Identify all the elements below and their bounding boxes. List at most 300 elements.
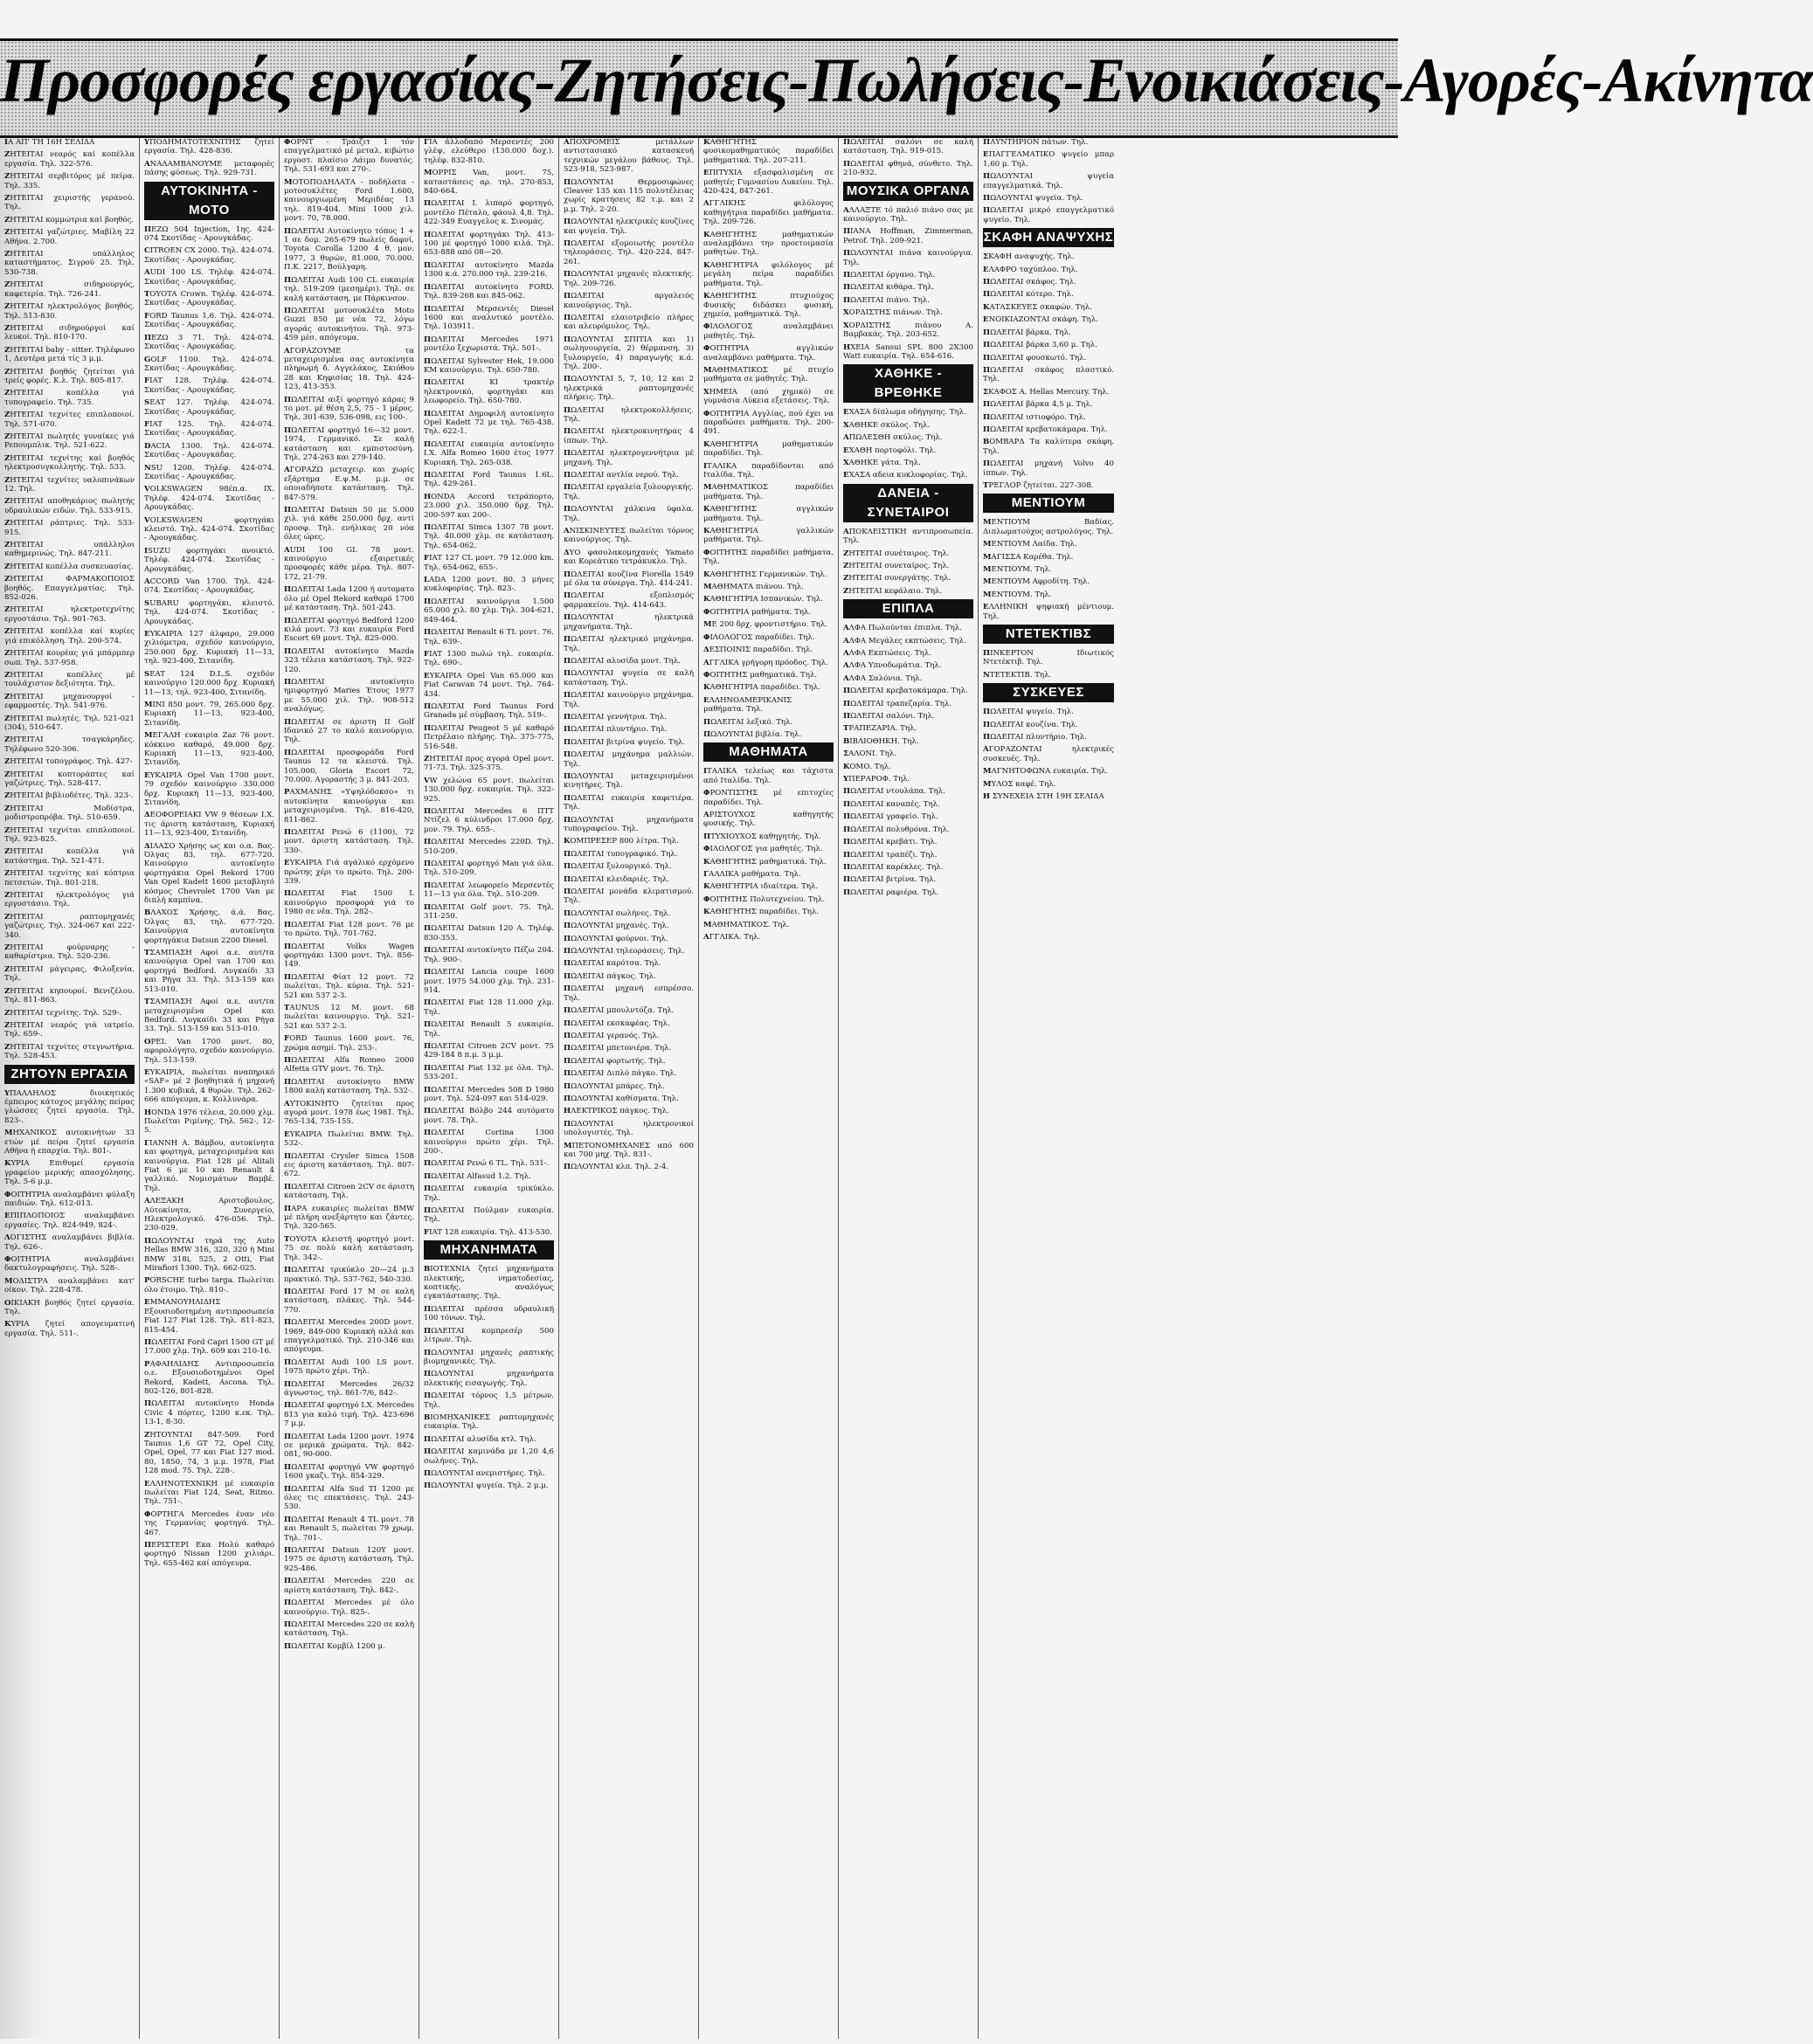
classified-ad: ΠΩΛΕΙΤΑΙ βάρκα 3,60 μ. Τηλ. [983, 341, 1097, 350]
classified-ad: ΜΟΡΡΙΣ Van, μοντ. 75, καταστάσεις αρ. τηλ. 270-853, 840-664. [424, 169, 554, 197]
classified-ad: TOYOTA κλειστή φορτηγό μοντ. 75 σε πολύ καλή κατάσταση. Τηλ. 342-. [284, 1234, 414, 1262]
classified-ad: ΠΩΛΟΥΝΤΑΙ κλπ. Τηλ. 2-4. [564, 1163, 669, 1172]
classified-ad: ΠΩΛΕΙΤΑΙ Simca 1307 78 μοντ. Τηλ. 40.000 χλμ. σε κατάσταση. Τηλ. 654-062. [424, 523, 554, 550]
classified-ad: ΠΩΛΕΙΤΑΙ καρέκλες. Τηλ. [843, 862, 944, 872]
classified-ad: ΚΑΘΗΓΗΤΗΣ παραδίδει. Τηλ. [703, 908, 820, 917]
classified-ad: ΠΩΛΕΙΤΑΙ εκσκαφέας. Τηλ. [564, 1019, 670, 1028]
classified-ad: ΖΗΤΕΙΤΑΙ υπάλληλοι καθημερινώς. Τηλ. 847-211. [4, 541, 135, 559]
classified-ad: ΒΙΟΤΕΧΝΙΑ ζητεί μηχανήματα πλεκτικής, νηματοδεσίας, κοπτικής, αναλόγως εγκατάστασης. Τηλ. [424, 1265, 554, 1302]
classified-ad: ΠΩΛΟΥΝΤΑΙ μπάρες. Τηλ. [564, 1081, 665, 1091]
classified-ad: ΚΑΘΗΓΗΤΗΣ αγγλικών μαθήματα. Τηλ. [703, 505, 834, 523]
classified-ad: ΖΗΤΕΙΤΑΙ κοπέλλα συσκευασίας. [4, 562, 134, 571]
classified-ad: ΜΟΔΙΣΤΡΑ αναλαμβάνει κατ' οίκον. Τηλ. 228-478. [4, 1276, 135, 1295]
classified-ad: ΠΩΛΕΙΤΑΙ όργανο. Τηλ. [843, 271, 936, 280]
classified-ad: ΑΓΟΡΑΖΟΝΤΑΙ ηλεκτρικές συσκευές. Τηλ. [983, 745, 1114, 763]
classified-ad: ΦΙΛΟΛΟΓΟΣ για μαθητές. Τηλ. [703, 845, 823, 854]
classified-ad: ΦΟΙΤΗΤΡΙΑ αναλαμβάνει φύλαξη παιδιών. Τηλ. 612-013. [4, 1190, 135, 1208]
classifieds-columns [0, 138, 1398, 2039]
classified-ad: ΜΥΛΟΣ καφέ. Τηλ. [983, 779, 1056, 789]
classified-ad: ΖΗΤΕΙΤΑΙ μηχανουργοί - εφαρμοστές. Τηλ. 541-976. [4, 692, 135, 711]
classified-ad: ΖΗΤΕΙΤΑΙ κεφάλαιο. Τηλ. [843, 586, 943, 596]
classified-ad: ΑΛΦΑ Υπνοδωμάτια. Τηλ. [843, 661, 942, 671]
classified-ad: ΔΙΛΑΣΟ Χρήσης ως και ο.α. Βας. Όλγας 83, τηλ. 677-720. Καινούργιο αυτοκίνητο φορτηγάκια Opel Rekord 1700 Van Opel Kadett 1600 μεταβλητό κόσμος Chevrolet 1700 Van με διπλή καμπίνα. [144, 841, 274, 906]
classified-ad: ΠΩΛΟΥΝΤΑΙ βιβλία. Τηλ. [703, 729, 802, 739]
classified-ad: ΠΩΛΕΙΤΑΙ Πούλμαν ευκαιρία. Τηλ. [424, 1206, 554, 1225]
classified-ad: ΠΩΛΕΙΤΑΙ Mercedes 1971 μοντέλο ξεχωριστά. Τηλ. 501-. [424, 335, 554, 354]
classified-ad: ΠΩΛΕΙΤΑΙ φορτηγό 16—32 μοντ. 1974, Γερμανικό. Σε καλή κατάσταση και εμπιστοσύνη. Τηλ. 274-263 και 279-140. [284, 425, 414, 462]
classified-ad: ΠΩΛΕΙΤΑΙ Citroen 2CV σε άριστη κατάσταση. Τηλ. [284, 1182, 414, 1201]
classified-ad: ΧΟΡΔΙΣΤΗΣ πιάνου Α. Βαμβακάς. Τηλ. 203-652. [843, 321, 973, 340]
classified-ad: ΠΩΛΕΙΤΑΙ Αυτοκίνητο τόπος 1 + 1 σε δομ. 265-679 πωλείς δαφνί, Toyota Corolla 1200 4 θ. μον. 1977, 3 θυρών, 81.000, 70.000. Π.Κ. 2217, Βούλγαρη. [284, 226, 414, 273]
column-5 [559, 138, 699, 2039]
classified-ad: ΠΩΛΕΙΤΑΙ Κομβίλ 1200 μ. [284, 1641, 385, 1651]
classified-ad: ΠΩΛΕΙΤΑΙ κουζίνα. Τηλ. [983, 720, 1078, 729]
classified-ad: ΠΩΛΕΙΤΑΙ Ford Taunus 1.6L. Τηλ. 429-261. [424, 471, 554, 489]
classified-ad: ΠΩΛΟΥΝΤΑΙ καθίσματα. Τηλ. [564, 1094, 679, 1103]
classified-ad: ΖΗΤΕΙΤΑΙ κοπέλλα καί κυρίες γιά επικόλληση. Τηλ. 200-574. [4, 627, 135, 646]
classified-ad: ΠΩΛΕΙΤΑΙ Ι. λιπαρό φορτηγό, μοντέλο Πέταλο, φάουλ 4,8. Τηλ. 422-349 Ευαγγελος κ. Σινομάς. [424, 199, 554, 227]
classified-ad: ΑΛΦΑ Μεγάλες εκπτώσεις. Τηλ. [843, 636, 966, 646]
classified-ad: ΠΩΛΟΥΝΤΑΙ ψυγεία. Τηλ. 2 μ.μ. [424, 1481, 549, 1491]
classified-ad: ΕΥΚΑΙΡΙΑ 127 άλφαρο, 29.000 χιλιόμετρα, σχεδόν καινούργιο, 250.000 δρχ. Κυριακή 11—13, τηλ. 923-400, Σιτανίδη. [144, 630, 274, 666]
classified-ad: ΤΣΑΜΠΑΣΗ Αφοί α.ε. αυτ/τα μεταχειρισμένα Opel και Bedford. Λυγκαίδι 33 και Ρήγα 33. Τηλ. 513-159 και 513-010. [144, 998, 274, 1034]
classified-ad: ΑΛΦΑ Σαλόνια. Τηλ. [843, 673, 923, 683]
classified-ad: ΑΠΟΧΡΟΜΕΙΣ μετάλλων αντιστασιακό κατασκευή τεχνικών μεγάλου βάθους. Τηλ. 523-918, 523-987. [564, 138, 694, 175]
classified-ad: ΠΩΛΕΙΤΑΙ κρεβάτι. Τηλ. [843, 838, 938, 847]
classified-ad: ΖΗΤΕΙΤΑΙ κουρέας γιά μπάρμπερ σωπ. Τηλ. 537-958. [4, 649, 135, 667]
classified-ad: ΠΩΛΟΥΝΤΑΙ μηχανές ραπτικής βιομηχανικές. Τηλ. [424, 1348, 554, 1366]
classified-ad: ΠΩΛΕΙΤΑΙ εργαλεία ξυλουργικής. Τηλ. [564, 483, 694, 501]
classified-ad: ΠΩΛΕΙΤΑΙ Audi 100 LS μοντ. 1975 πρώτο χέρι. Τηλ. [284, 1357, 414, 1377]
classified-ad: ΠΩΛΕΙΤΑΙ σε άριστη ΙΙ Golf Ιδανικό 27 το καλό καινούργιο. Τηλ. [284, 717, 414, 745]
classified-ad: ΙΤΑΛΙΚΑ τελείως και τάχιστα από Ιταλίδα. Τηλ. [703, 767, 834, 785]
classified-ad: ΓΙΑ άλλοδαπό Μερσεντές 200 γλέψ, ελεύθερο (130.000 δοχ.). τηλέφ. 832-810. [424, 138, 554, 165]
classified-ad: ΠΩΛΕΙΤΑΙ Renault 4 TL μοντ. 78 και Renault 5, πωλείται 79 χρωμ. Τηλ. 701-. [284, 1515, 414, 1543]
classified-ad: ΠΩΛΕΙΤΑΙ βιτρίνα ψυγείο. Τηλ. [564, 737, 686, 747]
classified-ad: ΔΥΟ φασολακομηχανές Yamato και Κορεάτικο τετράκυκλο. Τηλ. [564, 548, 694, 567]
classified-ad: ΠΕΖΩ 504 Injection, 1ης. 424-074 Σκοτίδας - Αρουγκάδας. [144, 224, 274, 244]
classified-ad: ΕΛΛΗΝΟΤΕΧΝΙΚΗ μέ ευκαιρία πωλείται Fiat 124, Seat, Ritmo. Τηλ. 751-. [144, 1479, 274, 1507]
classified-ad: ΣΑΛΟΝΙ. Τηλ. [843, 749, 896, 759]
section-header: ΑΥΤΟΚΙΝΗΤΑ - ΜΟΤΟ [144, 182, 274, 220]
classified-ad: ΠΩΛΕΙΤΑΙ φθηνά, σύνθετο. Τηλ. 210-932. [843, 159, 973, 178]
classified-ad: ΟΙΚΙΑΚΗ βοηθός ζητεί εργασία. Τηλ. [4, 1298, 135, 1317]
classified-ad: ΠΩΛΕΙΤΑΙ Μερσεντές Diesel 1600 και αναλυτικό μοντέλο. Τηλ. 103911. [424, 304, 554, 332]
classified-ad: ΜΕΓΑΛΗ ευκαιρία Zaz 76 μοντ. κόκκινο καθαρό, 49.000 δρχ. Κυριακή 11—13, 923-400, Σιτανίδη. [144, 731, 274, 768]
classified-ad: ΕΥΚΑΙΡΙΑ Γιά αγάλικό ερχόμενο πρώτης χέρι το πρώτο. Τηλ. 200-339. [284, 859, 414, 887]
classified-ad: ΠΩΛΕΙΤΑΙ σαλόνι σε καλή κατάσταση. Τηλ. 919-015. [843, 138, 973, 156]
classified-ad: ΕΛΛΗΝΙΚΗ ψηφιακή μέντιουμ. Τηλ. [983, 603, 1114, 621]
classified-ad: ΠΩΛΕΙΤΑΙ σκάφος πλαστικό. Τηλ. [983, 365, 1114, 384]
classified-ad: ΚΑΤΑΣΚΕΥΕΣ σκαφών. Τηλ. [983, 302, 1092, 312]
classified-ad: ΑΛΦΑ Εκπτώσεις. Τηλ. [843, 649, 931, 658]
classified-ad: PORSCHE turbo targa. Πωλείται όλο έτοιμο. Τηλ. 810-. [144, 1276, 274, 1295]
classified-ad: ΖΗΤΕΙΤΑΙ πωλητές γυναίκες γιά Ρεπουμπλικ. Τηλ. 521-622. [4, 432, 135, 451]
classified-ad: FIAT 1300 πωλώ τηλ. ευκαιρία. Τηλ. 690-. [424, 649, 554, 668]
classified-ad: ΑΓΓΛΙΚΑ γρήγορη πρόοδος. Τηλ. [703, 658, 828, 667]
classified-ad: ΦΟΙΤΗΤΡΙΑ αγγλικών αναλαμβάνει μαθήματα. Τηλ. [703, 344, 834, 363]
classified-ad: ΠΩΛΕΙΤΑΙ αντλία νερού. Τηλ. [564, 471, 679, 480]
classified-ad: ΠΩΛΕΙΤΑΙ ιστιοφόρο. Τηλ. [983, 412, 1086, 422]
classified-ad: ΦΟΙΤΗΤΗΣ μαθηματικά. Τηλ. [703, 670, 818, 680]
classified-ad: ΚΟΜΠΡΕΣΕΡ 800 λίτρα. Τηλ. [564, 837, 679, 846]
classified-ad: ΖΗΤΕΙΤΑΙ χειριστής γερανού. Τηλ. [4, 194, 135, 212]
classified-ad: ΠΩΛΕΙΤΑΙ Mercedes 200D μοντ. 1969, 849-000 Κυριακή αλλά και επαγγελματικό. Τηλ. 210-346 και απόγευμα. [284, 1318, 414, 1355]
classified-ad: ΠΩΛΕΙΤΑΙ εξοπλισμός φαρμακείου. Τηλ. 414-643. [564, 591, 694, 610]
classified-ad: ΠΩΛΟΥΝΤΑΙ μεταχειρισμένοι κινητήρες. Τηλ. [564, 771, 694, 791]
classified-ad: ΖΗΤΕΙΤΑΙ τεχνίτης. Τηλ. 529-. [4, 1008, 122, 1018]
classified-ad: DACIA 1300. Τηλ. 424-074. Σκοτίδας - Αρουγκάδας. [144, 441, 274, 460]
classified-ad: ΠΩΛΕΙΤΑΙ φορτηγό Man γιά όλα. Τηλ. 510-209. [424, 860, 554, 878]
classified-ad: ΠΩΛΕΙΤΑΙ φορτηγό Bedford 1200 κιλά μοντ. 73 και ευκαιρία Ford Escort 69 μοντ. Τηλ. 825-000. [284, 616, 414, 644]
classified-ad: ΖΗΤΕΙΤΑΙ τεχνίτες υαλοπινάκων 12. Τηλ. [4, 475, 135, 494]
classified-ad: ΚΑΘΗΓΗΤΡΙΑ ιδιαίτερα. Τηλ. [703, 882, 819, 892]
classified-ad: ΠΩΛΕΙΤΑΙ κρεβατοκάμαρα. Τηλ. [843, 687, 968, 696]
classified-ad: ΜΕΝΤΙΟΥΜ Βαδίας. Διπλωματούχος αστρολόγος. Τηλ. [983, 518, 1114, 536]
classified-ad: ΜΑΘΗΜΑΤΑ πιάνου. Τηλ. [703, 583, 804, 592]
classified-ad: FIAT 128. Τηλέφ. 424-074. Σκοτίδας - Αρουγκάδας. [144, 376, 274, 395]
classified-ad: CITROEN CX 2000. Τηλ. 424-074. Σκοτίδας - Αρουγκάδας. [144, 246, 275, 265]
classified-ad: ACCORD Van 1700. Τηλ. 424-074. Σκοτίδας - Αρουγκάδας. [144, 577, 274, 596]
classified-ad: ΠΩΛΕΙΤΑΙ σαλόνι. Τηλ. [843, 712, 935, 722]
classified-ad: ΠΤΥΧΙΟΥΧΟΣ καθηγητής. Τηλ. [703, 832, 821, 841]
classified-ad: ΠΩΛΕΙΤΑΙ Mercedes 26/32 άγνωστος, τηλ. 861-7/6, 842-. [284, 1379, 414, 1398]
classified-ad: ΖΗΤΕΙΤΑΙ τεχνίτης καί κόπτρια πετσετών. Τηλ. 801-218. [4, 869, 135, 887]
classified-ad: ΠΩΛΕΙΤΑΙ κουζίνα Fiorella 1549 μέ όλα τα σύνεργα. Τηλ. 414-241. [564, 570, 694, 589]
section-header: ΖΗΤΟΥΝ ΕΡΓΑΣΙΑ [4, 1065, 135, 1084]
classified-ad: ΕΠΙΤΥΧΙΑ εξασφαλισμένη σε μαθητές Γυμνασίου Λυκείου. Τηλ. 420-424, 847-261. [703, 169, 834, 197]
classified-ad: ΠΩΛΕΙΤΑΙ αυτοκίνητο Mazda 323 τέλεια κατάσταση. Τηλ. 922-120. [284, 646, 414, 674]
classified-ad: ΠΩΛΕΙΤΑΙ αλυσίδα μοντ. Τηλ. [564, 656, 681, 666]
classified-ad: ΠΕΖΩ 3 71. Τηλ. 424-074. Σκοτίδας - Αρουγκάδας. [144, 333, 274, 352]
classified-ad: ΠΩΛΕΙΤΑΙ μηχάνημα μαλλιών. Τηλ. [564, 750, 694, 769]
classified-ad: ΠΩΛΕΙΤΑΙ Peugeot 5 μέ καθαρό Πετρέλαιο πλήρης. Τηλ. 375-775, 516-548. [424, 723, 554, 751]
classified-ad: ΒΛΑΧΟΣ Χρήσης, ά.ά. Βας. Όλγας 83, τηλ. 677-720. Καινούργια αυτοκίνητα φορτηγάκια Datsun 2200 Diesel. [144, 908, 274, 945]
classified-ad: ΖΗΤΕΙΤΑΙ γαζώτριες. Μαβίλη 22 Αθήνα. 2.700. [4, 228, 135, 246]
classified-ad: ΠΩΛΕΙΤΑΙ αυτοκίνητο ημιφορτηγό Maries Έτους 1977 με 55.000 χιλ. Τηλ. 908-512 αναλόγως. [284, 677, 414, 715]
classified-ad: ΖΗΤΕΙΤΑΙ ηλεκτροτεχνίτης εργοστάσιο. Τηλ. 901-763. [4, 605, 135, 624]
classified-ad: ΓΙΑΝΝΗ Α. Βάμβου, αυτοκίνητα και φορτηγά, μεταχειρισμένα και καινούργια. Fiat 128 μέ Alitali Fiat 6 με 10 και Renault 4 γαλλικό. Νομισμάτων Βαμβέ. Τηλ. [144, 1138, 274, 1193]
classified-ad: ΤΡΕΓΛΟΡ ζητείται. 227-308. [983, 480, 1094, 490]
classified-ad: SEAT 127. Τηλέφ. 424-074. Σκοτίδας - Αρουγκάδας. [144, 398, 274, 417]
classified-ad: ΦΙΛΟΛΟΓΟΣ παραδίδει. Τηλ. [703, 632, 815, 642]
classified-ad: ΜΠΕΤΟΝΟΜΗΧΑΝΕΣ από 600 και 700 μηχ. Τηλ. 831-. [564, 1141, 694, 1159]
classified-ad: ΖΗΤΕΙΤΑΙ σιδηρούργοί καί λευκοί. Τηλ. 810-170. [4, 323, 135, 342]
classified-ad: ΧΑΘΗΚΕ σκύλος. Τηλ. [843, 420, 931, 430]
classified-ad: ΦΟΡΝΤ - Τράιζιτ 1 τόν επαγγελματικό μέ μεταλ. κιβώτιο εργοστ. πλαίσιο Λάιμο δυνατός. Τηλ. 531-693 και 270-. [284, 138, 414, 175]
classified-ad: ΜΗΧΑΝΙΚΟΣ αυτοκινήτων 33 ετών μέ πείρα ζητεί εργασία Αθήνα ή επαρχία. Τηλ. 801-. [4, 1129, 135, 1156]
classified-ad: ΚΑΘΗΓΗΤΡΙΑ παραδίδει. Τηλ. [703, 683, 820, 693]
classified-ad: ΠΩΛΕΙΤΑΙ τρικύκλο 20—24 μ.3 πρακτικό. Τηλ. 537-762, 540-330. [284, 1266, 414, 1284]
banner-title: Προσφορές εργασίας-Ζητήσεις-Πωλήσεις-Ενοικιάσεις-Αγορές-Ακίνητα [0, 45, 1813, 115]
column-6 [699, 138, 839, 2039]
classified-ad: ΠΩΛΟΥΝΤΑΙ τηρά της Αuto Hellas BMW 316, 320, 320 ή Mini BMW 318i, 525, 2 Otti, Fiat Mirafiori 1300. Τηλ. 662-025. [144, 1236, 274, 1274]
classified-ad: ΖΗΤΕΙΤΑΙ ηλεκτρολόγος γιά εργοστάσιο. Τηλ. [4, 891, 135, 909]
classified-ad: ΠΩΛΕΙΤΑΙ ευκαιρία αυτοκίνητο Ι.Χ. Alfa Romeo 1600 έτος 1977 Κυριακή. Τηλ. 265-038. [424, 439, 554, 467]
classified-ad: AUDI 100 LS. Τηλέφ. 424-074. Σκοτίδας - Αρουγκάδας. [144, 268, 274, 287]
classified-ad: ΑΠΟΚΛΕΙΣΤΙΚΗ αντιπροσωπεία. Τηλ. [843, 527, 973, 546]
classified-ad: ΠΩΛΕΙΤΑΙ Fiat 1500 L καινούργιο προσφορά γιά το 1980 σε νέα. Τηλ. 282-. [284, 889, 414, 917]
classified-ad: ΖΗΤΕΙΤΑΙ ραπτομηχανές γαζώτριες. Τηλ. 324-067 καί 222-340. [4, 912, 135, 940]
classified-ad: ΖΗΤΕΙΤΑΙ κοπέλλα γιά τυπογραφείο. Τηλ. 735. [4, 389, 135, 407]
classified-ad: ΖΗΤΕΙΤΑΙ ράπτριες. Τηλ. 533-915. [4, 519, 135, 537]
classified-ad: ΠΩΛΟΥΝΤΑΙ μηχανές πλεκτικής. Τηλ. 209-726. [564, 270, 694, 288]
classified-ad: ΒΙΟΜΗΧΑΝΙΚΕΣ ραπτομηχανές ευκαιρία. Τηλ. [424, 1412, 554, 1432]
classified-ad: ΜΑΘΗΜΑΤΙΚΟΣ. Τηλ. [703, 920, 790, 929]
classified-ad: ΕΜΜΑΝΟΥΗΛΙΔΗΣ Εξουσιοδοτημένη αντιπροσωπεία Fiat 127 Fiat 128. Τηλ. 811-823, 815-454. [144, 1298, 274, 1335]
classified-ad: ΧΟΡΔΙΣΤΗΣ πιάνων. Τηλ. [843, 308, 944, 318]
classified-ad: ΑΝΙΣΚΙΝΕΥΤΕΣ πωλείται τόρνος καινούργιος. Τηλ. [564, 527, 694, 545]
classified-ad: ΠΩΛΕΙΤΑΙ μικρό επαγγελματικό ψυγείο. Τηλ. [983, 206, 1114, 224]
classified-ad: ΠΑΡΑ ευκαιρίες πωλείται BMW μέ πλήρη ανεξάρτητο και ζάντες. Τηλ. 320-565. [284, 1204, 414, 1232]
classified-ad: ΠΩΛΕΙΤΑΙ Alfa Romeo 2000 Alfetta GTV μοντ. 76. Τηλ. [284, 1055, 414, 1074]
classified-ad: ΚΑΘΗΓΗΤΗΣ Γερμανικών. Τηλ. [703, 570, 827, 579]
classified-ad: ΜΑΓΙΣΣΑ Καρέθα. Τηλ. [983, 552, 1074, 562]
classified-ad: ΠΩΛΕΙΤΑΙ ευκαιρία καφετιέρα. Τηλ. [564, 793, 694, 812]
classified-ad: ΠΩΛΕΙΤΑΙ Ford Capri 1500 GT μέ 17.000 χλμ. Τηλ. 609 και 210-16. [144, 1337, 274, 1357]
classified-ad: ΑΛΛΑΞΤΕ τό παλιό πιάνο σας με καινούργιο. Τηλ. [843, 205, 973, 224]
classified-ad: ΠΩΛΕΙΤΑΙ μοτοσυκλέτα Moto Guzzi 850 με νέα 72, λόγω αγοράς αυτοκινήτου. Τηλ. 973-459 μέσ. απόγευμα. [284, 306, 414, 343]
classified-ad: ΖΗΤΕΙΤΑΙ υπάλληλος καταστήματος. Σιγρού 25. Τηλ. 530-738. [4, 250, 135, 277]
classified-ad: ΠΩΛΟΥΝΤΑΙ μηχανές. Τηλ. [564, 922, 669, 931]
classified-ad: ΠΩΛΕΙΤΑΙ τυπογραφικό. Τηλ. [564, 849, 678, 859]
classified-ad: ΦΟΙΤΗΤΡΙΑ Αγγλίας, πού έχει να παραδώσει μαθήματα. Τηλ. 200-491. [703, 409, 834, 437]
classified-ad: ΠΩΛΕΙΤΑΙ ευκαιρία τρικύκλο. Τηλ. [424, 1184, 554, 1203]
classified-ad: ΠΩΛΕΙΤΑΙ Fiat 132 με όλα. Τηλ. 533-201. [424, 1063, 554, 1082]
classified-ad: ΠΩΛΟΥΝΤΑΙ ΣΠΙΤΙΑ και 1) σωληνουργεία, 2) θέρμανση, 3) ξυλουργείο, 4) παραγωγής κ.ά. Τηλ. 200-. [564, 335, 694, 371]
classified-ad: ΜΟΤΟΠΟΔΗΛΑΤΑ - ποδήλατα - μοτοσυκλέτες Ford 1.600, καινουργιωμένη Μεριδέας 13 τηλ. 819-404. Mini 1000 χιλ. μοντ. 70, 78.000. [284, 177, 414, 224]
classified-ad: ΦΟΙΤΗΤΗΣ παραδίδει μαθήματα. Τηλ. [703, 548, 834, 567]
classified-ad: ΠΩΛΕΙΤΑΙ τραπέζι. Τηλ. [843, 850, 938, 860]
classified-ad: ΠΩΛΕΙΤΑΙ ηλεκτροκινητήρας 4 ίππων. Τηλ. [564, 427, 694, 445]
classified-ad: VOLKSWAGEN 98έπ.α. IX. Τηλέφ. 424-074. Σκοτίδας - Αρουγκάδας. [144, 485, 274, 513]
classified-ad: ΠΩΛΕΙΤΑΙ Volks Wagen φορτηγάκι 1300 μοντ. Τηλ. 856-149. [284, 942, 414, 970]
section-header: ΕΠΙΠΛΑ [843, 599, 973, 618]
classified-ad: ΠΩΛΕΙΤΑΙ καινούργια 1.500 65.000 χιλ. 80 χλμ. Τηλ. 304-621, 849-464. [424, 597, 554, 625]
classified-ad: ΠΩΛΟΥΝΤΑΙ 5, 7, 10, 12 και 2 ηλεκτρικά ραπτομηχανές πλήρεις. Τηλ. [564, 375, 694, 403]
classified-ad: ΝΤΕΤΕΚΤΙΒ. Τηλ. [983, 670, 1052, 680]
classified-ad: ΠΩΛΕΙΤΑΙ σκάφος. Τηλ. [983, 278, 1076, 287]
classified-ad: ΠΩΛΕΙΤΑΙ βάρκα. Τηλ. [983, 328, 1071, 337]
classified-ad: ΠΩΛΕΙΤΑΙ τόρνος 1,5 μέτρων. Τηλ. [424, 1391, 554, 1410]
classified-ad: ΠΩΛΕΙΤΑΙ αργαλειός καινούργιος. Τηλ. [564, 292, 694, 310]
classified-ad: ΖΗΤΕΙΤΑΙ τεχνίτης καί βοηθός ηλεκτροσυγκολλητής. Τηλ. 533. [4, 453, 135, 473]
classified-ad: ΖΗΤΕΙΤΑΙ προς αγορά Opel μοντ. 71-73. Τηλ. 325-375. [424, 754, 554, 773]
classified-ad: ΚΑΘΗΓΗΤΗΣ πτυχιούχος Φυσικής διδάσκει φυσική, χημεία, μαθηματικά. Τηλ. [703, 292, 834, 319]
classified-ad: ΕΠΑΓΓΕΛΜΑΤΙΚΟ ψυγείο μπαρ 1,60 μ. Τηλ. [983, 150, 1114, 169]
classified-ad: ΒΙΒΛΙΟΘΗΚΗ. Τηλ. [843, 736, 919, 746]
classified-ad: ΑΥΤΟΚΙΝΗΤΟ ζητείται προς αγορά μοντ. 1978 έως 1981. Τηλ. 765-134, 735-155. [284, 1099, 414, 1127]
section-header: ΣΥΣΚΕΥΕΣ [983, 683, 1114, 702]
classified-ad: ΠΩΛΕΙΤΑΙ Datsun 120Y μοντ. 1975 σε άριστη κατάσταση. Τηλ. 925-486. [284, 1546, 414, 1573]
classified-ad: ΚΑΘΗΓΗΤΡΙΑ φιλόλογος μέ μεγάλη πείρα παραδίδει μαθήματα. Τηλ. [703, 260, 834, 288]
classified-ad: ΠΩΛΕΙΤΑΙ Mercedes 6 ΠΤΤ Ντίζελ 6 κύλινδροι 17.000 δρχ. μον. 79. Τηλ. 655-. [424, 807, 554, 834]
classified-ad: AUDI 100 GL 78 μοντ. καινούργιο εξαιρετικές προσφορές κάθε μέρα. Τηλ. 807-172, 21-79. [284, 545, 414, 582]
classified-ad: ΠΩΛΕΙΤΑΙ βάρκα 4,5 μ. Τηλ. [983, 400, 1093, 410]
column-7 [839, 138, 979, 2039]
section-header: ΜΗΧΑΝΗΜΑΤΑ [424, 1240, 554, 1260]
classified-ad: ΠΩΛΕΙΤΑΙ ηλεκτροκολλήσεις. Τηλ. [564, 405, 694, 424]
classified-ad: ΖΗΤΕΙΤΑΙ Μοδίστρα, μοδιστροπρόβα. Τηλ. 510-659. [4, 804, 135, 823]
classified-ad: ΠΩΛΕΙΤΑΙ Renault 6 TL μοντ. 76. Τηλ. 639-. [424, 628, 554, 646]
classified-ad: ΕΧΑΘΗ πορτοφόλι. Τηλ. [843, 445, 937, 455]
classified-ad: ΕΧΑΣΑ αδεια κυκλοφορίας. Τηλ. [843, 471, 968, 480]
classified-ad: ΠΩΛΕΙΤΑΙ κομπρεσέρ 500 λίτρων. Τηλ. [424, 1326, 554, 1345]
classified-ad: ΜΑΘΗΜΑΤΙΚΟΣ παραδίδει μαθήματα. Τηλ. [703, 483, 834, 501]
classified-ad: LADA 1200 μοντ. 80. 3 μήνες κυκλοφορίας. Τηλ. 823-. [424, 576, 554, 594]
classified-ad: ΑΓΟΡΑΖΩ μεταχειρ. και χωρίς εξάρτημα Ε.ψ.Μ. μ.μ. σε οποιαδήποτε κατάσταση. Τηλ. 847-579. [284, 466, 414, 502]
classified-ad: ΛΟΓΙΣΤΗΣ αναλαμβάνει βιβλία. Τηλ. 626-. [4, 1233, 135, 1252]
classified-ad: ΠΩΛΕΙΤΑΙ γερανός. Τηλ. [564, 1031, 660, 1040]
classified-ad: ΔΕΟΦΟΡΕΙΑΚΙ VW 9 θέσεων I.X. τις άριστη κατάσταση, Κυριακή 11—13, 923-400, Σιτανίδη. [144, 811, 274, 839]
classified-ad: ΑΠΩΛΕΣΘΗ σκύλος. Τηλ. [843, 433, 943, 443]
classified-ad: ΕΥΚΑΙΡΙΑ, πωλείται αναπηρικό «SAF» μέ 2 βοηθητικά ή μηχανή 1.300 κυβικά, 4 θυρών. Τηλ. 262-666 απόγευμα, κ. Κολλυνάρα. [144, 1067, 274, 1105]
section-header: ΝΤΕΤΕΚΤΙΒΣ [983, 625, 1114, 644]
classified-ad: ΠΩΛΟΥΝΤΑΙ χάλκινα ύφαλα. Τηλ. [564, 505, 694, 523]
classified-ad: ΖΗΤΕΙΤΑΙ τοπογράφος. Τηλ. 427- [4, 757, 133, 767]
classified-ad: ΠΩΛΕΙΤΑΙ Crysler Simca 1508 εις άριστη κατάσταση. Τηλ. 807-672. [284, 1151, 414, 1179]
classified-ad: ΠΕΡΙΣΤΕΡΙ Εκα Ηολύ καθαρό φορτηγό Nissan 1200 χιλιάρι. Τηλ. 655-462 καί απόγευμα. [144, 1541, 274, 1568]
classified-ad: ΠΩΛΕΙΤΑΙ Mercedes μέ όλο καινούργιο. Τηλ. 825-. [284, 1599, 414, 1617]
classified-ad: ΠΩΛΕΙΤΑΙ καμινάδα με 1,20 4,6 σωλήνες. Τηλ. [424, 1447, 554, 1466]
classified-ad: ΠΩΛΕΙΤΑΙ μπουλντόζα. Τηλ. [564, 1006, 675, 1016]
classified-ad: ΖΗΤΕΙΤΑΙ τεχνίτες επιπλοποιοί. Τηλ. 571-070. [4, 411, 135, 429]
classified-ad: ΠΩΛΟΥΝΤΑΙ φούρνοι. Τηλ. [564, 934, 668, 943]
column-4 [419, 138, 559, 2039]
classified-ad: ΠΩΛΕΙΤΑΙ μηχανή εσπρέσσο. Τηλ. [564, 984, 694, 1003]
classified-ad: ΖΗΤΟΥΝΤΑΙ 847-509. Ford Taunus 1,6 GT 72, Opel City, Opel, Opel, 77 και Fiat 127 mod. 80, 1850, 74, 3 μ.μ. 1978, Fiat 128 mod. 75. Τηλ. 228-. [144, 1430, 274, 1476]
classified-ad: ΠΩΛΕΙΤΑΙ λεωφορείο Μερσεντές 11—13 για όλα. Τηλ. 510-209. [424, 880, 554, 900]
classified-ad: ΗΧΕΙΑ Sansui SPL 800 2X300 Watt ευκαιρία. Τηλ. 654-616. [843, 342, 973, 361]
classified-ad: ΠΩΛΕΙΤΑΙ Alfasud 1.2. Τηλ. [424, 1171, 531, 1181]
classified-ad: ΜΕΝΤΙΟΥΜ. Τηλ. [983, 565, 1052, 574]
classified-ad: ΡΑΦΑΗΛΙΔΗΣ Αντιπροσωπεία ο.ε. Εξουσιοδοτημένοι Opel Rekord, Kadett, Ascona. Τηλ. 802-126, 801-828. [144, 1359, 274, 1396]
classified-ad: TOYOTA Crown. Τηλέφ. 424-074. Σκοτίδας - Αρουγκάδας. [144, 290, 274, 308]
classified-ad: ΠΩΛΟΥΝΤΑΙ πιάνα καινούργια. Τηλ. [843, 249, 973, 267]
classified-ad: ΦΟΙΤΗΤΗΣ Πολυτεχνείου. Τηλ. [703, 894, 825, 904]
classified-ad: ΠΩΛΕΙΤΑΙ Δημοφιλή αυτοκίνητο Opel Kadett 72 με τηλ. 765-438. Τηλ. 622-1. [424, 409, 554, 437]
classified-ad: ΠΙΑΝΑ Hoffman, Zimmerman, Petrof. Τηλ. 209-921. [843, 227, 973, 245]
classified-ad: ΠΩΛΕΙΤΑΙ Ρενώ 6 (1100), 72 μοντ. άριστη κατάσταση. Τηλ. 330-. [284, 828, 414, 855]
classified-ad: ΖΗΤΕΙΤΑΙ συνεταίρος. Τηλ. [843, 561, 950, 570]
classified-ad: ΜΕΝΤΙΟΥΜ Λαίδα. Τηλ. [983, 540, 1077, 549]
classified-ad: ΠΩΛΕΙΤΑΙ Διπλό πάγκο. Τηλ. [564, 1069, 677, 1079]
classified-ad: ΖΗΤΕΙΤΑΙ μάγειρας, Φιλοξενία. Τηλ. [4, 964, 135, 984]
classified-ad: ΖΗΤΕΙΤΑΙ ΦΑΡΜΑΚΟΠΟΙΟΣ βοηθός. Επαγγελματίας. Τηλ. 852-026. [4, 575, 135, 603]
classified-ad: ΑΡΙΣΤΟΥΧΟΣ καθηγητής φυσικής. Τηλ. [703, 810, 834, 829]
classified-ad: ΠΩΛΟΥΝΤΑΙ ηλεκτρονικοί υπολογιστές. Τηλ. [564, 1119, 694, 1138]
classified-ad: ΜΑΓΝΗΤΟΦΩΝΑ ευκαιρία. Τηλ. [983, 767, 1109, 777]
classified-ad: ΠΩΛΟΥΝΤΑΙ μηχανήματα τυπογραφείου. Τηλ. [564, 815, 694, 833]
classified-ad: ΠΩΛΕΙΤΑΙ ελαιοτριβείο πλήρες και αλευρόμυλος. Τηλ. [564, 313, 694, 332]
section-header: ΣΚΑΦΗ ΑΝΑΨΥΧΗΣ [983, 228, 1114, 247]
classified-ad: ΠΩΛΕΙΤΑΙ ηλεκτρογεννήτρια μέ μηχανή. Τηλ. [564, 449, 694, 467]
classified-ad: ΖΗΤΕΙΤΑΙ κοπέλλα γιά κατάστημα. Τηλ. 521-471. [4, 847, 135, 866]
classified-ad: ΚΟΜΟ. Τηλ. [843, 762, 891, 771]
column-8 [979, 138, 1118, 2039]
classified-ad: ΠΩΛΕΙΤΑΙ Datsun 50 με 5.000 χιλ. γιά κάθε 250.000 δρχ. αντί προσφ. Τηλ. ενήλικας 20 νόα όλες ώρες. [284, 506, 414, 542]
classified-ad: ΠΩΛΕΙΤΑΙ Mercedes 220 σε καλή κατάσταση. Τηλ. [284, 1619, 414, 1639]
classified-ad: ΠΩΛΕΙΤΑΙ πολυθρόνα. Τηλ. [843, 825, 950, 834]
classified-ad: ΠΩΛΕΙΤΑΙ ξυλουργικό. Τηλ. [564, 862, 672, 872]
classified-ad: SEAT 124 D.L.S. σχεδόν καινούργιο 120.000 δρχ. Κυριακή 11—13, τηλ. 923-400, Σιτανίδη. [144, 669, 274, 697]
classified-ad: ΑΝΑΛΑΜΒΑΝΟΥΜΕ μεταφορές πάσης φύσεως. Τηλ. 929-731. [144, 159, 274, 178]
classified-ad: HONDA 1976 τέλεια, 20.000 χλμ. Πωλείται Ριμίνης. Τηλ. 562-, 12-5. [144, 1108, 274, 1136]
classified-ad: ΜΑΘΗΜΑΤΙΚΟΣ μέ πτυχίο μαθήματα σε μαθητές. Τηλ. [703, 365, 834, 384]
classified-ad: ΠΩΛΕΙΤΑΙ Mercedes 508 D 1980 μοντ. Τηλ. 524-097 και 514-029. [424, 1085, 554, 1103]
classified-ad: ΖΗΤΕΙΤΑΙ νεαρός γιά ιατρείο. Τηλ. 659-. [4, 1020, 135, 1039]
classified-ad: ΠΩΛΕΙΤΑΙ μηχανή Volvo 40 ίππων. Τηλ. [983, 459, 1114, 478]
classified-ad: ΖΗΤΕΙΤΑΙ ηλεκτρολόγος βοηθός. Τηλ. 513-830. [4, 302, 135, 321]
classified-ad: ΠΩΛΕΙΤΑΙ Citroen 2CV μοντ. 75 429-184 8 π.μ. 3 μ.μ. [424, 1041, 554, 1060]
classified-ad: GOLF 1100. Τηλ. 424-074. Σκοτίδας - Αρουγκάδας. [144, 355, 274, 373]
classified-ad: ΠΩΛΕΙΤΑΙ Sylvester Hek, 19.000 KM καινούργιο. Τηλ. 650-780. [424, 356, 554, 375]
classified-ad: ΕΠΙΠΛΟΠΟΙΟΣ αναλαμβάνει εργασίες. Τηλ. 824-949, 824-. [4, 1212, 135, 1230]
classified-ad: ΠΩΛΕΙΤΑΙ Ρενώ 6 TL. Τηλ. 531-. [424, 1159, 550, 1169]
classified-ad: ΠΩΛΕΙΤΑΙ μπετονιέρα. Τηλ. [564, 1044, 672, 1053]
classified-ad: ΠΩΛΕΙΤΑΙ Βόλβο 244 αυτόματο μοντ. 78. Τηλ. [424, 1107, 554, 1125]
classified-ad: ΠΩΛΕΙΤΑΙ γεννήτρια. Τηλ. [564, 712, 667, 722]
classified-ad: ΧΑΘΗΚΕ γάτα. Τηλ. [843, 458, 921, 467]
classified-ad: VW χελώνα 65 μοντ. πωλείται 130.000 δρχ. ευκαιρία. Τηλ. 322-925. [424, 776, 554, 804]
classified-ad: ΠΩΛΟΥΝΤΑΙ Θερμοσιφώνες Cleaver 135 και 115 πολυτέλειας χωρίς κρατήσεις 82 τ.μ. και 2 μ.μ. Τηλ. 2-20. [564, 177, 694, 214]
classified-ad: ΑΓΓΛΙΚΗΣ φιλόλογος καθηγήτρια παραδίδει μαθήματα. Τηλ. 209-726. [703, 199, 834, 227]
classified-ad: ΠΩΛΕΙΤΑΙ Φίατ 12 μοντ. 72 πωλείται. Τηλ. κύρια. Τηλ. 521-521 και 537 2-3. [284, 972, 414, 1000]
classified-ad: ΠΩΛΕΙΤΑΙ πρέσσα υδραυλική 100 τόνων. Τηλ. [424, 1304, 554, 1323]
classified-ad: ΖΗΤΕΙΤΑΙ κοπτοράπτες καί γαζώτριες. Τηλ. 528-417. [4, 770, 135, 788]
classified-ad: ΠΩΛΕΙΤΑΙ Ford Taunus Ford Granada μέ σύμβαση. Τηλ. 519-. [424, 701, 554, 721]
classified-ad: ΠΩΛΕΙΤΑΙ Datsun 120 A. Τηλέφ. 830-353. [424, 924, 554, 943]
classified-ad: ΠΩΛΕΙΤΑΙ κρεβατοκάμαρα. Τηλ. [983, 425, 1108, 434]
classified-ad: ΦΡΟΝΤΙΣΤΗΣ μέ επιτυχίες παραδίδει. Τηλ. [703, 789, 834, 807]
classified-ad: ΚΑΘΗΓΗΤΗΣ μαθηματικά. Τηλ. [703, 857, 827, 867]
classified-ad: ΖΗΤΕΙΤΑΙ βιβλιοδέτες. Τηλ. 323-. [4, 791, 134, 801]
classified-ad: ΣΚΑΦΟΣ Α. Hellas Mercury. Τηλ. [983, 387, 1110, 397]
classified-ad: ΤΣΑΜΠΑΣΗ Αφοί α.ε. αυτ/τα καινούργια Opel van 1700 και φορτηγά Bedford. Λυγκαίδι 33 και Ρήγα 33. Τηλ. 513-159 και 513-010. [144, 949, 274, 994]
classified-ad: ΖΗΤΕΙΤΑΙ τσαγκάρηδες. Τηλέφωνο 520-306. [4, 735, 135, 754]
classified-ad: FIAT 127 CL μοντ. 79 12.000 km. Τηλ. 654-062, 655-. [424, 554, 554, 572]
classified-ad: ΠΩΛΕΙΤΑΙ πλυντήριο. Τηλ. [564, 725, 668, 735]
classified-ad: ΧΗΜΕΙΑ (από χημικό) σε γυμνάσια Λύκεια εξετάσεις. Τηλ. [703, 387, 834, 406]
classified-ad: ΠΩΛΕΙΤΑΙ καρότσα. Τηλ. [564, 959, 661, 969]
classified-ad: ΠΩΛΕΙΤΑΙ αυτοκίνητο Πέζω 204. Τηλ. 900-. [424, 946, 554, 964]
classified-ad: ΠΩΛΟΥΝΤΑΙ ψυγεία. Τηλ. [983, 194, 1084, 204]
classified-ad: ΠΙΝΚΕΡΤΟΝ Ιδιωτικός Ντετέκτιβ. Τηλ. [983, 649, 1114, 667]
classified-ad: ΠΩΛΕΙΤΑΙ αλυσίδα κτλ. Τηλ. [424, 1434, 536, 1444]
classified-ad: ΠΩΛΕΙΤΑΙ τραπεζαρία. Τηλ. [843, 699, 952, 708]
classified-ad: FORD Taunus 1,6. Τηλ. 424-074. Σκοτίδας - Αρουγκάδας. [144, 311, 274, 330]
classified-ad: ISUZU φορτηγάκι ανοικτό. Τηλέφ. 424-074. Σκοτίδας - Αρουγκάδας. [144, 546, 274, 574]
classified-ad: ΖΗΤΕΙΤΑΙ νεαρός καί κοπέλλα εργασία. Τηλ. 322-576. [4, 150, 135, 169]
section-header: ΜΑΘΗΜΑΤΑ [703, 742, 834, 762]
section-header: ΔΑΝΕΙΑ - ΣΥΝΕΤΑΙΡΟΙ [843, 484, 973, 522]
classified-ad: ΙΑ ΑΠ' ΤΗ 16Η ΣΕΛΙΔΑ [4, 138, 95, 147]
classified-ad: ΕΛΛΗΝΟΑΜΕΡΙΚΑΝΙΣ μαθήματα. Τηλ. [703, 695, 792, 715]
classified-ad: ΠΩΛΕΙΤΑΙ πάγκος. Τηλ. [564, 971, 656, 981]
classified-ad: ΠΩΛΕΙΤΑΙ ραφιέρα. Τηλ. [843, 887, 939, 897]
classified-ad: ΠΩΛΕΙΤΑΙ Lada 1200 ή αυτοματο όλο μέ Opel Rekord καθαρό 1700 μέ κατάσταση. Τηλ. 501-243. [284, 585, 414, 613]
classified-ad: ΖΗΤΕΙΤΑΙ πωλητές. Τηλ. 521-021 (304), 510-647. [4, 714, 135, 732]
classified-ad: ΖΗΤΕΙΤΑΙ φούρναρης - καθαρίστρια. Τηλ. 520-236. [4, 943, 135, 962]
classified-ad: ΠΩΛΕΙΤΑΙ προσφοράδα Ford Taunus 12 τα κλειστά. Τηλ. 105.000, Gloria Escort 72, 70.000. Αγοραστής 3 μ. 841-203. [284, 748, 414, 784]
classified-ad: ΦΟΙΤΗΤΡΙΑ μαθήματα. Τηλ. [703, 607, 812, 617]
classified-ad: ΒΟΜΒΑΡΔ Τα καλύτερα σκάφη. Τηλ. [983, 438, 1114, 456]
classified-ad: ΠΩΛΕΙΤΑΙ φορτωτής. Τηλ. [564, 1056, 666, 1066]
classified-ad: ΠΩΛΕΙΤΑΙ Alfa Sud TI 1200 με όλες τις επεκτάσεις. Τηλ. 243-530. [284, 1484, 414, 1512]
classified-ad: ΠΩΛΟΥΝΤΑΙ ανεμιστήρες. Τηλ. [424, 1468, 545, 1478]
classified-ad: ΠΩΛΕΙΤΑΙ ΚΙ τρακτέρ ηλεκτρονικό, φορτηγάκι και λεωφορείο. Τηλ. 650-780. [424, 378, 554, 406]
classified-ad: ΚΑΘΗΓΗΤΗΣ μαθηματικών αναλαμβάνει την προετοιμασία μαθητών. Τηλ. [703, 230, 834, 258]
